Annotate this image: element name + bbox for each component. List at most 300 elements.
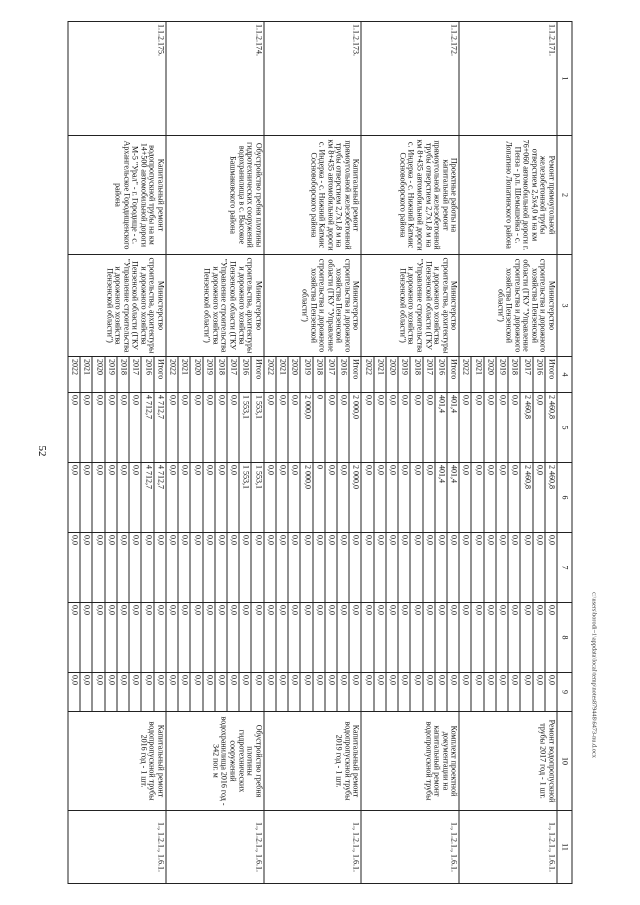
col7-values-item: 0,0 [520, 533, 532, 602]
col5-values-item: 0,0 [336, 393, 348, 462]
col-header: 11 [557, 811, 572, 884]
col8-values-item: 0,0 [520, 603, 532, 672]
col5-values-item: 4 712,7 [141, 393, 153, 462]
col9-values-item: 0,0 [544, 673, 556, 711]
year-list-item: 2021 [178, 357, 190, 392]
col6-values-item: 0,0 [410, 463, 422, 532]
col6-values-item: 0,0 [324, 463, 336, 532]
year-list-item: 2021 [80, 357, 92, 392]
col8-values-item: 0,0 [483, 603, 495, 672]
col5-values-item: 0,0 [70, 395, 80, 405]
year-list-item: 2018 [312, 357, 324, 392]
col8-values-item: 0,0 [178, 603, 190, 672]
col6-values-item: 0,0 [495, 463, 507, 532]
col5-values-item: 2 000,0 [300, 393, 312, 462]
col5-values-item: 0,0 [483, 393, 495, 462]
col5-values-item: 0,0 [471, 393, 483, 462]
col5-values-item: 0,0 [226, 393, 238, 462]
col7-values-item: 0,0 [104, 533, 116, 602]
col5-values-item: 401,4 [434, 393, 446, 462]
col6-values-item: 0,0 [202, 463, 214, 532]
executor: Министерство строительства и дорожного хозяйства Пензенской области (ГКУ "Управление строительства и дорожного хозяйства Пензенской области") [264, 255, 362, 357]
col6-values-item: 0,0 [168, 465, 178, 475]
col7-values-item: 0,0 [471, 533, 483, 602]
year-list-item: 2020 [190, 357, 202, 392]
col8-values-item: 0,0 [153, 603, 165, 672]
year-list-item: 2016 [336, 357, 348, 392]
col-header: 5 [557, 393, 572, 463]
col6-values-item: 0,0 [190, 463, 202, 532]
col7-values-item: 0,0 [141, 533, 153, 602]
year-list [361, 357, 459, 393]
col6-values-item: 0,0 [275, 463, 287, 532]
col8-values-item: 0,0 [239, 603, 251, 672]
col6-values [459, 463, 557, 533]
target-codes: 1., 1.2.1., 1.6.1. [166, 811, 264, 884]
executor: Министерство строительства, архитектуры и дорожного хозяйства Пензенской области (ГКУ "Управление строительства и дорожного хозяйства Пензенской области") [68, 255, 166, 357]
col8-values-item: 0,0 [434, 603, 446, 672]
col5-values-item: 2 460,8 [544, 393, 556, 462]
col8-values-item: 0,0 [544, 603, 556, 672]
col9-values-item: 0,0 [364, 675, 374, 685]
measure-name: Капитальный ремонт водопропускной трубы на км 14+500 автомобильной дороги М-5 "Урал" - г. Городище - с. Архангельское Городищенского района [68, 136, 166, 255]
col7-values-item: 0,0 [70, 535, 80, 545]
year-list-item: 2022 [70, 359, 80, 375]
col5-values-item: 0,0 [104, 393, 116, 462]
col7-values-item: 0,0 [434, 533, 446, 602]
year-list-item: 2016 [141, 357, 153, 392]
col5-values-item: 0,0 [495, 393, 507, 462]
year-list-item: 2021 [471, 357, 483, 392]
col5-values-item: 0 [312, 393, 324, 462]
col8-values-item: 0,0 [398, 603, 410, 672]
col7-values-item: 0,0 [239, 533, 251, 602]
footer-file-path: c:\users\borodi~1\appdata\local\temp\notes879448\6473-nu.d.ocx [590, 592, 598, 758]
col6-values-item: 0,0 [483, 463, 495, 532]
year-list-item: Итого [349, 357, 361, 392]
col7-values-item: 0,0 [178, 533, 190, 602]
executor: Министерство строительства, архитектуры и дорожного хозяйства Пензенской области (ГКУ "Управление строительства и дорожного хозяйства Пензенской области") [166, 255, 264, 357]
col6-values-item: 2 000,0 [300, 463, 312, 532]
col8-values-item: 0,0 [461, 605, 471, 615]
year-list [166, 357, 264, 393]
col7-values-item: 0,0 [202, 533, 214, 602]
col9-values-item: 0,0 [214, 673, 226, 711]
expected-result: Капитальный ремонт водопропускной трубы 2016 год - 1 шт. [68, 712, 166, 811]
col7-values-item: 0,0 [410, 533, 422, 602]
col5-values-item: 0,0 [266, 395, 276, 405]
year-list-item: 2020 [92, 357, 104, 392]
table-row [68, 22, 166, 884]
col-header: 6 [557, 463, 572, 533]
col9-values-item: 0,0 [532, 673, 544, 711]
col8-values-item: 0,0 [410, 603, 422, 672]
col9-values-item: 0,0 [226, 673, 238, 711]
col-header: 1 [557, 22, 572, 136]
col5-values-item: 0,0 [461, 395, 471, 405]
col5-values-item: 0,0 [422, 393, 434, 462]
year-list-item: 2022 [364, 359, 374, 375]
row-number: 1.1.2.173. [264, 22, 362, 136]
col7-values-item: 0,0 [461, 535, 471, 545]
measure-name: Капитальный ремонт прямоугольной железобетонной трубы отверстием 2,7х1,8 м на км 8+435 автомобильной дороги с. Индерка - с. Нижний Катмис Сосновоборского района [264, 136, 362, 255]
year-list-item: 2021 [275, 357, 287, 392]
year-list-item: 2016 [532, 357, 544, 392]
col6-values-item: 0,0 [129, 463, 141, 532]
col8-values-item: 0,0 [349, 603, 361, 672]
year-list-item: 2018 [214, 357, 226, 392]
col6-values-item: 0,0 [364, 465, 374, 475]
col7-values-item: 0,0 [373, 533, 385, 602]
col8-values-item: 0,0 [141, 603, 153, 672]
col7-values-item: 0,0 [385, 533, 397, 602]
col8-values-item: 0,0 [532, 603, 544, 672]
col6-values-item: 1 553,1 [251, 463, 263, 532]
col7-values-item: 0,0 [214, 533, 226, 602]
year-list-item: 2018 [508, 357, 520, 392]
col9-values-item: 0,0 [178, 673, 190, 711]
col5-values-item: 401,4 [446, 393, 458, 462]
year-list-item: 2019 [495, 357, 507, 392]
col8-values-item: 0,0 [471, 603, 483, 672]
col8-values-item: 0,0 [300, 603, 312, 672]
col5-values-item: 1 553,1 [251, 393, 263, 462]
year-list [68, 357, 166, 393]
page-number: 52 [36, 445, 48, 457]
col5-values [68, 393, 166, 463]
col7-values-item: 0,0 [508, 533, 520, 602]
col9-values-item: 0,0 [422, 673, 434, 711]
row-number: 1.1.2.172. [361, 22, 459, 136]
col5-values-item: 0,0 [385, 393, 397, 462]
col9-values-item: 0,0 [461, 675, 471, 685]
col8-values-item: 0,0 [92, 603, 104, 672]
table-row [459, 22, 557, 884]
col6-values-item: 0,0 [226, 463, 238, 532]
executor: Министерство строительства, архитектуры и дорожного хозяйства Пензенской области (ГКУ "Управление строительства и дорожного хозяйства Пензенской области") [361, 255, 459, 357]
col9-values-item: 0,0 [385, 673, 397, 711]
col6-values-item: 0,0 [508, 463, 520, 532]
col6-values-item: 0,0 [422, 463, 434, 532]
col8-values [68, 603, 166, 673]
year-list-item: 2020 [288, 357, 300, 392]
col7-values-item: 0,0 [251, 533, 263, 602]
expected-result: Ремонт водопропускной трубы 2017 год - 1 шт. [459, 712, 557, 811]
col6-values [68, 463, 166, 533]
col5-values-item: 0,0 [373, 393, 385, 462]
col8-values-item: 0,0 [288, 603, 300, 672]
col7-values-item: 0,0 [422, 533, 434, 602]
year-list-item: Итого [446, 357, 458, 392]
col6-values-item: 0,0 [116, 463, 128, 532]
col8-values-item: 0,0 [251, 603, 263, 672]
col5-values-item: 0,0 [80, 393, 92, 462]
col8-values-item: 0,0 [446, 603, 458, 672]
col9-values [459, 673, 557, 712]
col6-values-item: 0,0 [336, 463, 348, 532]
target-codes: 1., 1.2.1., 1.6.1. [361, 811, 459, 884]
year-list-item: 2016 [239, 357, 251, 392]
col5-values-item: 2 460,8 [520, 393, 532, 462]
col6-values-item: 0,0 [70, 465, 80, 475]
col9-values-item: 0,0 [446, 673, 458, 711]
year-list-item: 2022 [266, 359, 276, 375]
col5-values-item: 0,0 [168, 395, 178, 405]
rotated-page-content [68, 21, 573, 883]
col5-values [264, 393, 362, 463]
col6-values-item: 0 [312, 463, 324, 532]
year-list-item: Итого [544, 357, 556, 392]
year-list-item: 2018 [116, 357, 128, 392]
col7-values-item: 0,0 [483, 533, 495, 602]
col8-values-item: 0,0 [116, 603, 128, 672]
col5-values-item: 2 000,0 [349, 393, 361, 462]
col9-values-item: 0,0 [202, 673, 214, 711]
col5-values-item: 1 553,1 [239, 393, 251, 462]
col5-values-item: 4 712,7 [153, 393, 165, 462]
col7-values [264, 533, 362, 603]
col9-values-item: 0,0 [153, 673, 165, 711]
year-list-item: Итого [153, 357, 165, 392]
col9-values-item: 0,0 [275, 673, 287, 711]
col6-values-item: 0,0 [214, 463, 226, 532]
col8-values-item: 0,0 [312, 603, 324, 672]
col9-values [166, 673, 264, 712]
col9-values-item: 0,0 [520, 673, 532, 711]
measure-name: Обустройство гребня плотины гидротехнических сооружений водохранилища в с. Высокое Башмаковского района [166, 136, 264, 255]
col5-values-item: 0,0 [129, 393, 141, 462]
col9-values [68, 673, 166, 712]
col9-values-item: 0,0 [288, 673, 300, 711]
col8-values-item: 0,0 [336, 603, 348, 672]
table-row [166, 22, 264, 884]
col9-values-item: 0,0 [104, 673, 116, 711]
col6-values-item: 0,0 [92, 463, 104, 532]
col9-values-item: 0,0 [324, 673, 336, 711]
col7-values-item: 0,0 [226, 533, 238, 602]
year-list-item: 2022 [461, 359, 471, 375]
col-header: 2 [557, 136, 572, 255]
executor: Министерство строительства и дорожного хозяйства Пензенской области (ГКУ "Управление строительства и дорожного хозяйства Пензенской области") [459, 255, 557, 357]
year-list-item: 2021 [373, 357, 385, 392]
year-list-item: 2019 [300, 357, 312, 392]
year-list-item: 2017 [226, 357, 238, 392]
col8-values-item: 0,0 [266, 605, 276, 615]
col7-values-item: 0,0 [80, 533, 92, 602]
measure-name: Проектные работы на капитальный ремонт прямоугольной железобетонной трубы отверстием 2,7х1,8 м на км 8+435 автомобильной дороги с. Индерка - с. Нижний Катмис Сосновоборского района [361, 136, 459, 255]
col5-values-item: 0,0 [532, 393, 544, 462]
col6-values-item: 0,0 [80, 463, 92, 532]
table-row [361, 22, 459, 884]
measure-name: Ремонт прямоугольной железобетонной трубы отверстием 2,5х4,0 м на км 76+060 автомобильной дороги г. Пенза - р.п. Шемышейка - с. Лопатино Лопатинского района [459, 136, 557, 255]
col8-values-item: 0,0 [422, 603, 434, 672]
col-header: 7 [557, 533, 572, 603]
row-number: 1.1.2.175. [68, 22, 166, 136]
col7-values-item: 0,0 [349, 533, 361, 602]
expected-result: Комплект проектной документации на капитальный ремонт водопропускной трубы [361, 712, 459, 811]
col8-values-item: 0,0 [324, 603, 336, 672]
expected-result: Капитальный ремонт водопропускной трубы 2019 год - 1 шт. [264, 712, 362, 811]
col9-values-item: 0,0 [483, 673, 495, 711]
year-list-item: 2017 [129, 357, 141, 392]
col9-values-item: 0,0 [141, 673, 153, 711]
col6-values-item: 0,0 [373, 463, 385, 532]
col7-values-item: 0,0 [336, 533, 348, 602]
row-number: 1.1.2.174. [166, 22, 264, 136]
col6-values-item: 4 712,7 [141, 463, 153, 532]
col8-values-item: 0,0 [104, 603, 116, 672]
target-codes: 1., 1.2.1., 1.6.1. [264, 811, 362, 884]
col7-values-item: 0,0 [446, 533, 458, 602]
col7-values [166, 533, 264, 603]
col7-values-item: 0,0 [398, 533, 410, 602]
col5-values-item: 0,0 [214, 393, 226, 462]
col6-values [264, 463, 362, 533]
col5-values-item: 0,0 [398, 393, 410, 462]
col6-values-item: 2 000,0 [349, 463, 361, 532]
col6-values-item: 0,0 [461, 465, 471, 475]
col8-values-item: 0,0 [364, 605, 374, 615]
col9-values-item: 0,0 [373, 673, 385, 711]
col-header: 3 [557, 255, 572, 357]
col7-values [459, 533, 557, 603]
col8-values [361, 603, 459, 673]
col-header: 8 [557, 603, 572, 673]
col8-values-item: 0,0 [275, 603, 287, 672]
col7-values-item: 0,0 [544, 533, 556, 602]
col9-values-item: 0,0 [70, 675, 80, 685]
col9-values [264, 673, 362, 712]
col-header: 9 [557, 673, 572, 712]
col6-values-item: 401,4 [434, 463, 446, 532]
col8-values-item: 0,0 [373, 603, 385, 672]
col9-values-item: 0,0 [92, 673, 104, 711]
col8-values-item: 0,0 [129, 603, 141, 672]
col8-values-item: 0,0 [214, 603, 226, 672]
col6-values-item: 401,4 [446, 463, 458, 532]
col7-values-item: 0,0 [266, 535, 276, 545]
header-row [557, 22, 572, 884]
col7-values-item: 0,0 [364, 535, 374, 545]
col9-values-item: 0,0 [434, 673, 446, 711]
year-list-item: 2019 [104, 357, 116, 392]
col6-values-item: 0,0 [532, 463, 544, 532]
col6-values-item: 0,0 [178, 463, 190, 532]
col5-values-item: 0,0 [410, 393, 422, 462]
col7-values-item: 0,0 [324, 533, 336, 602]
col8-values [166, 603, 264, 673]
col8-values-item: 0,0 [385, 603, 397, 672]
col5-values [459, 393, 557, 463]
col7-values-item: 0,0 [116, 533, 128, 602]
col9-values-item: 0,0 [336, 673, 348, 711]
col7-values-item: 0,0 [190, 533, 202, 602]
expected-result: Обустройство гребня плотины гидротехнических сооружений водохранилища 2016 год - 342 пог. м [166, 712, 264, 811]
year-list [264, 357, 362, 393]
col8-values-item: 0,0 [168, 605, 178, 615]
target-codes: 1., 1.2.1., 1.6.1. [68, 811, 166, 884]
year-list-item: 2016 [434, 357, 446, 392]
col9-values-item: 0,0 [266, 675, 276, 685]
col6-values-item: 0,0 [288, 463, 300, 532]
col7-values-item: 0,0 [532, 533, 544, 602]
col9-values-item: 0,0 [312, 673, 324, 711]
col6-values-item: 0,0 [471, 463, 483, 532]
col6-values-item: 0,0 [398, 463, 410, 532]
col9-values-item: 0,0 [116, 673, 128, 711]
col7-values-item: 0,0 [495, 533, 507, 602]
col7-values [68, 533, 166, 603]
year-list-item: 2019 [398, 357, 410, 392]
col8-values [459, 603, 557, 673]
col9-values-item: 0,0 [168, 675, 178, 685]
col-header: 4 [557, 357, 572, 393]
year-list-item: 2018 [410, 357, 422, 392]
col6-values-item: 0,0 [266, 465, 276, 475]
col6-values-item: 0,0 [104, 463, 116, 532]
col9-values [361, 673, 459, 712]
col9-values-item: 0,0 [508, 673, 520, 711]
col8-values-item: 0,0 [70, 605, 80, 615]
col6-values-item: 0,0 [385, 463, 397, 532]
col7-values-item: 0,0 [275, 533, 287, 602]
col5-values-item: 0,0 [178, 393, 190, 462]
col6-values [361, 463, 459, 533]
year-list-item: 2019 [202, 357, 214, 392]
col-header: 10 [557, 712, 572, 811]
col9-values-item: 0,0 [300, 673, 312, 711]
col9-values-item: 0,0 [251, 673, 263, 711]
col9-values-item: 0,0 [495, 673, 507, 711]
year-list-item: 2020 [483, 357, 495, 392]
col9-values-item: 0,0 [410, 673, 422, 711]
col9-values-item: 0,0 [129, 673, 141, 711]
col6-values-item: 4 712,7 [153, 463, 165, 532]
col7-values-item: 0,0 [300, 533, 312, 602]
col7-values-item: 0,0 [129, 533, 141, 602]
col8-values-item: 0,0 [226, 603, 238, 672]
row-number: 1.1.2.171. [459, 22, 557, 136]
col7-values-item: 0,0 [92, 533, 104, 602]
col8-values-item: 0,0 [80, 603, 92, 672]
col5-values-item: 0,0 [508, 393, 520, 462]
col9-values-item: 0,0 [80, 673, 92, 711]
program-table [68, 21, 573, 884]
col5-values-item: 0,0 [202, 393, 214, 462]
target-codes: 1., 1.2.1., 1.6.1. [459, 811, 557, 884]
col8-values-item: 0,0 [508, 603, 520, 672]
col5-values-item: 0,0 [190, 393, 202, 462]
year-list-item: 2017 [324, 357, 336, 392]
col9-values-item: 0,0 [471, 673, 483, 711]
year-list-item: 2022 [168, 359, 178, 375]
table-row [264, 22, 362, 884]
col5-values-item: 0,0 [364, 395, 374, 405]
col8-values-item: 0,0 [495, 603, 507, 672]
col5-values-item: 0,0 [288, 393, 300, 462]
col9-values-item: 0,0 [398, 673, 410, 711]
col7-values-item: 0,0 [153, 533, 165, 602]
year-list-item: Итого [251, 357, 263, 392]
col6-values-item: 2 460,8 [520, 463, 532, 532]
col5-values-item: 0,0 [324, 393, 336, 462]
col7-values-item: 0,0 [168, 535, 178, 545]
col8-values [264, 603, 362, 673]
col5-values [166, 393, 264, 463]
col9-values-item: 0,0 [349, 673, 361, 711]
col9-values-item: 0,0 [239, 673, 251, 711]
col5-values [361, 393, 459, 463]
